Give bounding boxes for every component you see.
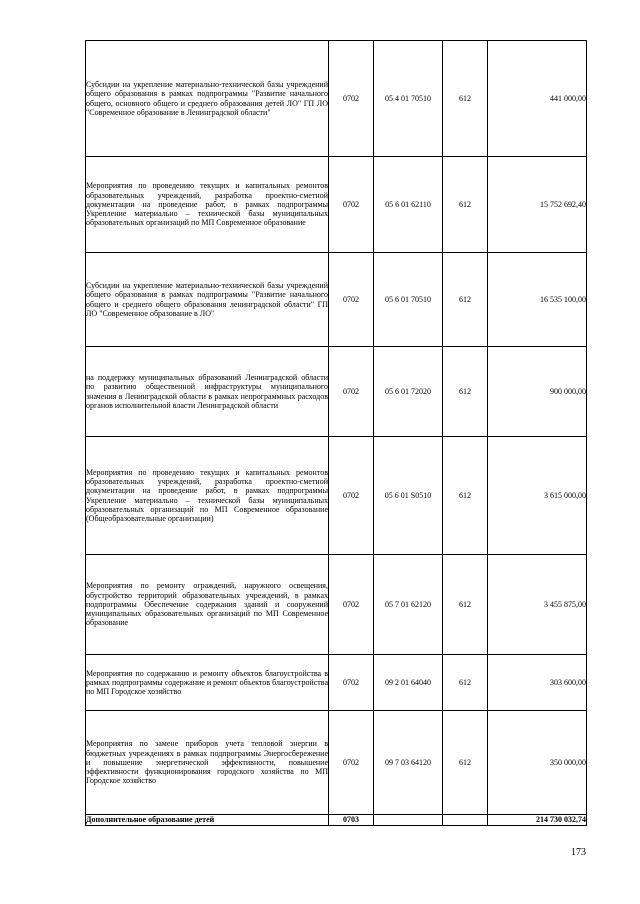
table-row — [86, 555, 587, 655]
row-amount: 350 000,00 — [488, 711, 587, 815]
table-row — [86, 347, 587, 437]
row-description: на поддержку муниципальных образований Ленинградской области по развитию общественной инфраструктуры муниципального значения в Ленинградской области в рамках непрограммных расходов органов исполнительной власти Ленинградской области — [86, 347, 329, 437]
row-expense-type: 612 — [443, 655, 488, 711]
row-description: Субсидии на укрепление материально-технической базы учреждений общего образования в рамках подпрограммы "Развитие начального общего и среднего общего образования ленинградской области" ГП ЛО "Современное образование в ЛО" — [86, 253, 329, 347]
total-target-code — [374, 815, 443, 826]
table-row — [86, 655, 587, 711]
table-row-total — [86, 815, 587, 826]
row-description: Мероприятия по проведению текущих и капитальных ремонтов образовательных учреждений, разработка проектно-сметной документации на проведение работ, в рамках подпрограммы Укрепление материально – технической базы муниципальных образовательных организаций по МП Современное образование — [86, 157, 329, 253]
row-target-code: 05 7 01 62120 — [374, 555, 443, 655]
row-expense-type: 612 — [443, 41, 488, 157]
row-expense-type: 612 — [443, 253, 488, 347]
row-target-code: 05 4 01 70510 — [374, 41, 443, 157]
row-expense-type: 612 — [443, 437, 488, 555]
row-section-code: 0702 — [329, 711, 374, 815]
row-description: Субсидии на укрепление материально-технической базы учреждений общего образования в рамках подпрограммы "Развитие начального общего, основного общего и среднего образования детей ЛО" ГП ЛО "Современное образование в Ленинградской области" — [86, 41, 329, 157]
row-amount: 15 752 692,40 — [488, 157, 587, 253]
row-expense-type: 612 — [443, 711, 488, 815]
row-section-code: 0702 — [329, 655, 374, 711]
row-amount: 3 455 875,00 — [488, 555, 587, 655]
table-row — [86, 157, 587, 253]
table-row — [86, 437, 587, 555]
row-amount: 900 000,00 — [488, 347, 587, 437]
page-number: 173 — [571, 847, 586, 858]
budget-table — [85, 40, 587, 826]
row-section-code: 0702 — [329, 41, 374, 157]
total-section-code: 0703 — [329, 815, 374, 826]
row-description: Мероприятия по проведению текущих и капитальных ремонтов образовательных учреждений, разработка проектно-сметной документации на проведение работ, в рамках подпрограммы Укрепление материально – технической базы муниципальных образовательных организаций по МП Современное образование (Общеобразовательные организации) — [86, 437, 329, 555]
table-row — [86, 41, 587, 157]
row-expense-type: 612 — [443, 157, 488, 253]
row-amount: 441 000,00 — [488, 41, 587, 157]
total-expense-type — [443, 815, 488, 826]
row-description: Мероприятия по содержанию и ремонту объектов благоустройства в рамках подпрограммы содержание и ремонт объектов благоустройства по МП Городское хозяйство — [86, 655, 329, 711]
row-target-code: 05 6 01 62110 — [374, 157, 443, 253]
row-amount: 3 615 000,00 — [488, 437, 587, 555]
row-target-code: 05 6 01 70510 — [374, 253, 443, 347]
row-amount: 303 600,00 — [488, 655, 587, 711]
row-section-code: 0702 — [329, 347, 374, 437]
row-expense-type: 612 — [443, 555, 488, 655]
row-target-code: 05 6 01 72020 — [374, 347, 443, 437]
row-section-code: 0702 — [329, 437, 374, 555]
table-row — [86, 253, 587, 347]
row-section-code: 0702 — [329, 555, 374, 655]
row-target-code: 05 6 01 S0510 — [374, 437, 443, 555]
total-description: Дополнительное образование детей — [86, 815, 329, 826]
row-amount: 16 535 100,00 — [488, 253, 587, 347]
row-section-code: 0702 — [329, 253, 374, 347]
row-target-code: 09 2 01 64040 — [374, 655, 443, 711]
row-description: Мероприятия по замене приборов учета тепловой энергии в бюджетных учреждениях в рамках подпрограммы Энергосбережение и повышение энергетической эффективности, повышение эффективности функционирования городского хозяйства по МП Городское хозяйство — [86, 711, 329, 815]
row-expense-type: 612 — [443, 347, 488, 437]
row-section-code: 0702 — [329, 157, 374, 253]
table-row — [86, 711, 587, 815]
row-target-code: 09 7 03 64120 — [374, 711, 443, 815]
row-description: Мероприятия по ремонту ограждений, наружного освещения, обустройство территорий образовательных учреждений, в рамках подпрограммы Обеспечение содержания зданий и сооружений муниципальных образовательных организаций по МП Современное образование — [86, 555, 329, 655]
total-amount: 214 730 032,74 — [488, 815, 587, 826]
